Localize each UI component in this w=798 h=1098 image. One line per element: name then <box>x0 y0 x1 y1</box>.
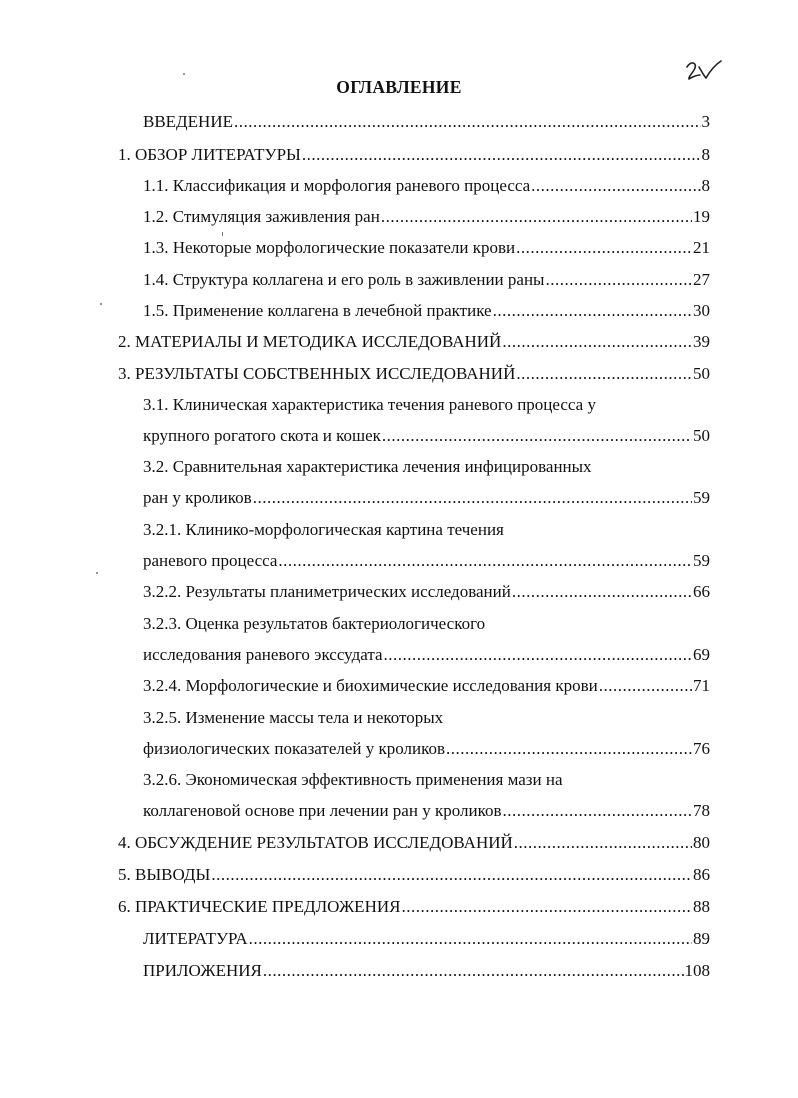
toc-leader-dots <box>302 145 701 165</box>
toc-entry-page: 78 <box>693 801 710 820</box>
toc-entry-page: 59 <box>693 488 710 507</box>
toc-entry <box>143 929 710 949</box>
toc-entry-text: раневого процесса <box>143 551 278 570</box>
toc-entry-page: 86 <box>693 865 710 884</box>
toc-leader-dots <box>512 582 692 602</box>
toc-entry <box>143 645 710 665</box>
toc-leader-dots <box>263 961 684 981</box>
toc-entry-first-line: 3.2.1. Клинико-морфологическая картина течения <box>143 520 504 539</box>
toc-entry-page: 69 <box>693 645 710 664</box>
toc-entry-text: ран у кроликов <box>143 488 252 507</box>
toc-leader-dots <box>382 426 692 446</box>
toc-entry <box>118 833 710 853</box>
toc-entry-text: крупного рогатого скота и кошек <box>143 426 381 445</box>
toc-entry-first-line: 3.2.3. Оценка результатов бактериологического <box>143 614 486 633</box>
toc-entry <box>143 961 710 981</box>
toc-leader-dots <box>503 801 693 821</box>
toc-entry-page: 27 <box>693 270 710 289</box>
toc-entry <box>143 582 710 602</box>
toc-entry <box>143 551 710 571</box>
toc-entry <box>143 176 710 196</box>
toc-entry-text: коллагеновой основе при лечении ран у кроликов <box>143 801 502 820</box>
toc-entry-text: 3.2.2. Результаты планиметрических исследований <box>143 582 511 601</box>
toc-leader-dots <box>493 301 692 321</box>
toc-entry-page: 19 <box>693 207 710 226</box>
toc-entry-page: 89 <box>693 929 710 948</box>
toc-entry-text: 1.2. Стимуляция заживления ран <box>143 207 380 226</box>
toc-entry-page: 8 <box>701 145 710 164</box>
toc-entry-page: 8 <box>701 176 710 195</box>
toc-leader-dots <box>446 739 692 759</box>
toc-entry-page: 3 <box>701 112 710 131</box>
toc-entry <box>118 364 710 384</box>
toc-entry <box>118 897 710 917</box>
toc-entry <box>143 488 710 508</box>
toc-leader-dots <box>545 270 692 290</box>
toc-leader-dots <box>211 865 692 885</box>
toc-entry <box>143 112 710 132</box>
toc-entry <box>143 426 710 446</box>
toc-leader-dots <box>278 551 692 571</box>
toc-entry-page: 80 <box>693 833 710 852</box>
toc-entry <box>143 270 710 290</box>
toc-leader-dots <box>516 238 692 258</box>
toc-entry <box>143 676 710 696</box>
toc-entry-page: 76 <box>693 739 710 758</box>
toc-entry-text: 6. ПРАКТИЧЕСКИЕ ПРЕДЛОЖЕНИЯ <box>118 897 401 916</box>
document-title: ОГЛАВЛЕНИЕ <box>336 77 462 97</box>
toc-entry-page: 71 <box>693 676 710 695</box>
toc-leader-dots <box>514 833 692 853</box>
toc-entry-first-line: 3.1. Клиническая характеристика течения раневого процесса у <box>143 395 596 414</box>
toc-entry-first-line: 3.2. Сравнительная характеристика лечения инфицированных <box>143 457 592 476</box>
toc-entry-text: 2. МАТЕРИАЛЫ И МЕТОДИКА ИССЛЕДОВАНИЙ <box>118 332 502 351</box>
toc-entry <box>143 801 710 821</box>
toc-entry-page: 108 <box>684 961 710 980</box>
toc-entry-text: ПРИЛОЖЕНИЯ <box>143 961 262 980</box>
toc-entry-page: 88 <box>693 897 710 916</box>
toc-entry-text: 1. ОБЗОР ЛИТЕРАТУРЫ <box>118 145 301 164</box>
toc-entry <box>143 207 710 227</box>
toc-leader-dots <box>381 207 692 227</box>
toc-entry-text: 1.5. Применение коллагена в лечебной практике <box>143 301 492 320</box>
toc-entry-text: 3. РЕЗУЛЬТАТЫ СОБСТВЕННЫХ ИССЛЕДОВАНИЙ <box>118 364 516 383</box>
toc-leader-dots <box>599 676 692 696</box>
toc-leader-dots <box>401 897 692 917</box>
toc-entry-page: 50 <box>693 364 710 383</box>
toc-entry-page: 21 <box>693 238 710 257</box>
toc-entry-first-line: 3.2.5. Изменение массы тела и некоторых <box>143 708 444 727</box>
toc-entry-page: 66 <box>693 582 710 601</box>
toc-entry <box>118 332 710 352</box>
toc-entry-text: 4. ОБСУЖДЕНИЕ РЕЗУЛЬТАТОВ ИССЛЕДОВАНИЙ <box>118 833 513 852</box>
toc-entry-text: 1.1. Классификация и морфология раневого процесса <box>143 176 531 195</box>
toc-entry-text: ЛИТЕРАТУРА <box>143 929 248 948</box>
toc-leader-dots <box>384 645 692 665</box>
toc-leader-dots <box>253 488 692 508</box>
toc-entry-text: 1.3. Некоторые морфологические показатели крови <box>143 238 516 257</box>
toc-entry-text: 3.2.4. Морфологические и биохимические исследования крови <box>143 676 598 695</box>
toc-leader-dots <box>516 364 692 384</box>
toc-entry-text: физиологических показателей у кроликов <box>143 739 446 758</box>
toc-entry-text: 5. ВЫВОДЫ <box>118 865 211 884</box>
toc-entry-text: 1.4. Структура коллагена и его роль в заживлении раны <box>143 270 545 289</box>
toc-leader-dots <box>249 929 692 949</box>
toc-leader-dots <box>234 112 701 132</box>
toc-leader-dots <box>502 332 692 352</box>
toc-entry <box>118 145 710 165</box>
toc-entry-page: 59 <box>693 551 710 570</box>
toc-entry <box>143 301 710 321</box>
toc-entry-first-line: 3.2.6. Экономическая эффективность применения мази на <box>143 770 563 789</box>
toc-entry <box>118 865 710 885</box>
toc-entry-page: 50 <box>693 426 710 445</box>
toc-entry-page: 30 <box>693 301 710 320</box>
toc-entry-text: ВВЕДЕНИЕ <box>143 112 233 131</box>
toc-leader-dots <box>531 176 700 196</box>
toc-entry <box>143 238 710 258</box>
toc-entry <box>143 739 710 759</box>
toc-entry-text: исследования раневого экссудата <box>143 645 383 664</box>
toc-entry-page: 39 <box>693 332 710 351</box>
